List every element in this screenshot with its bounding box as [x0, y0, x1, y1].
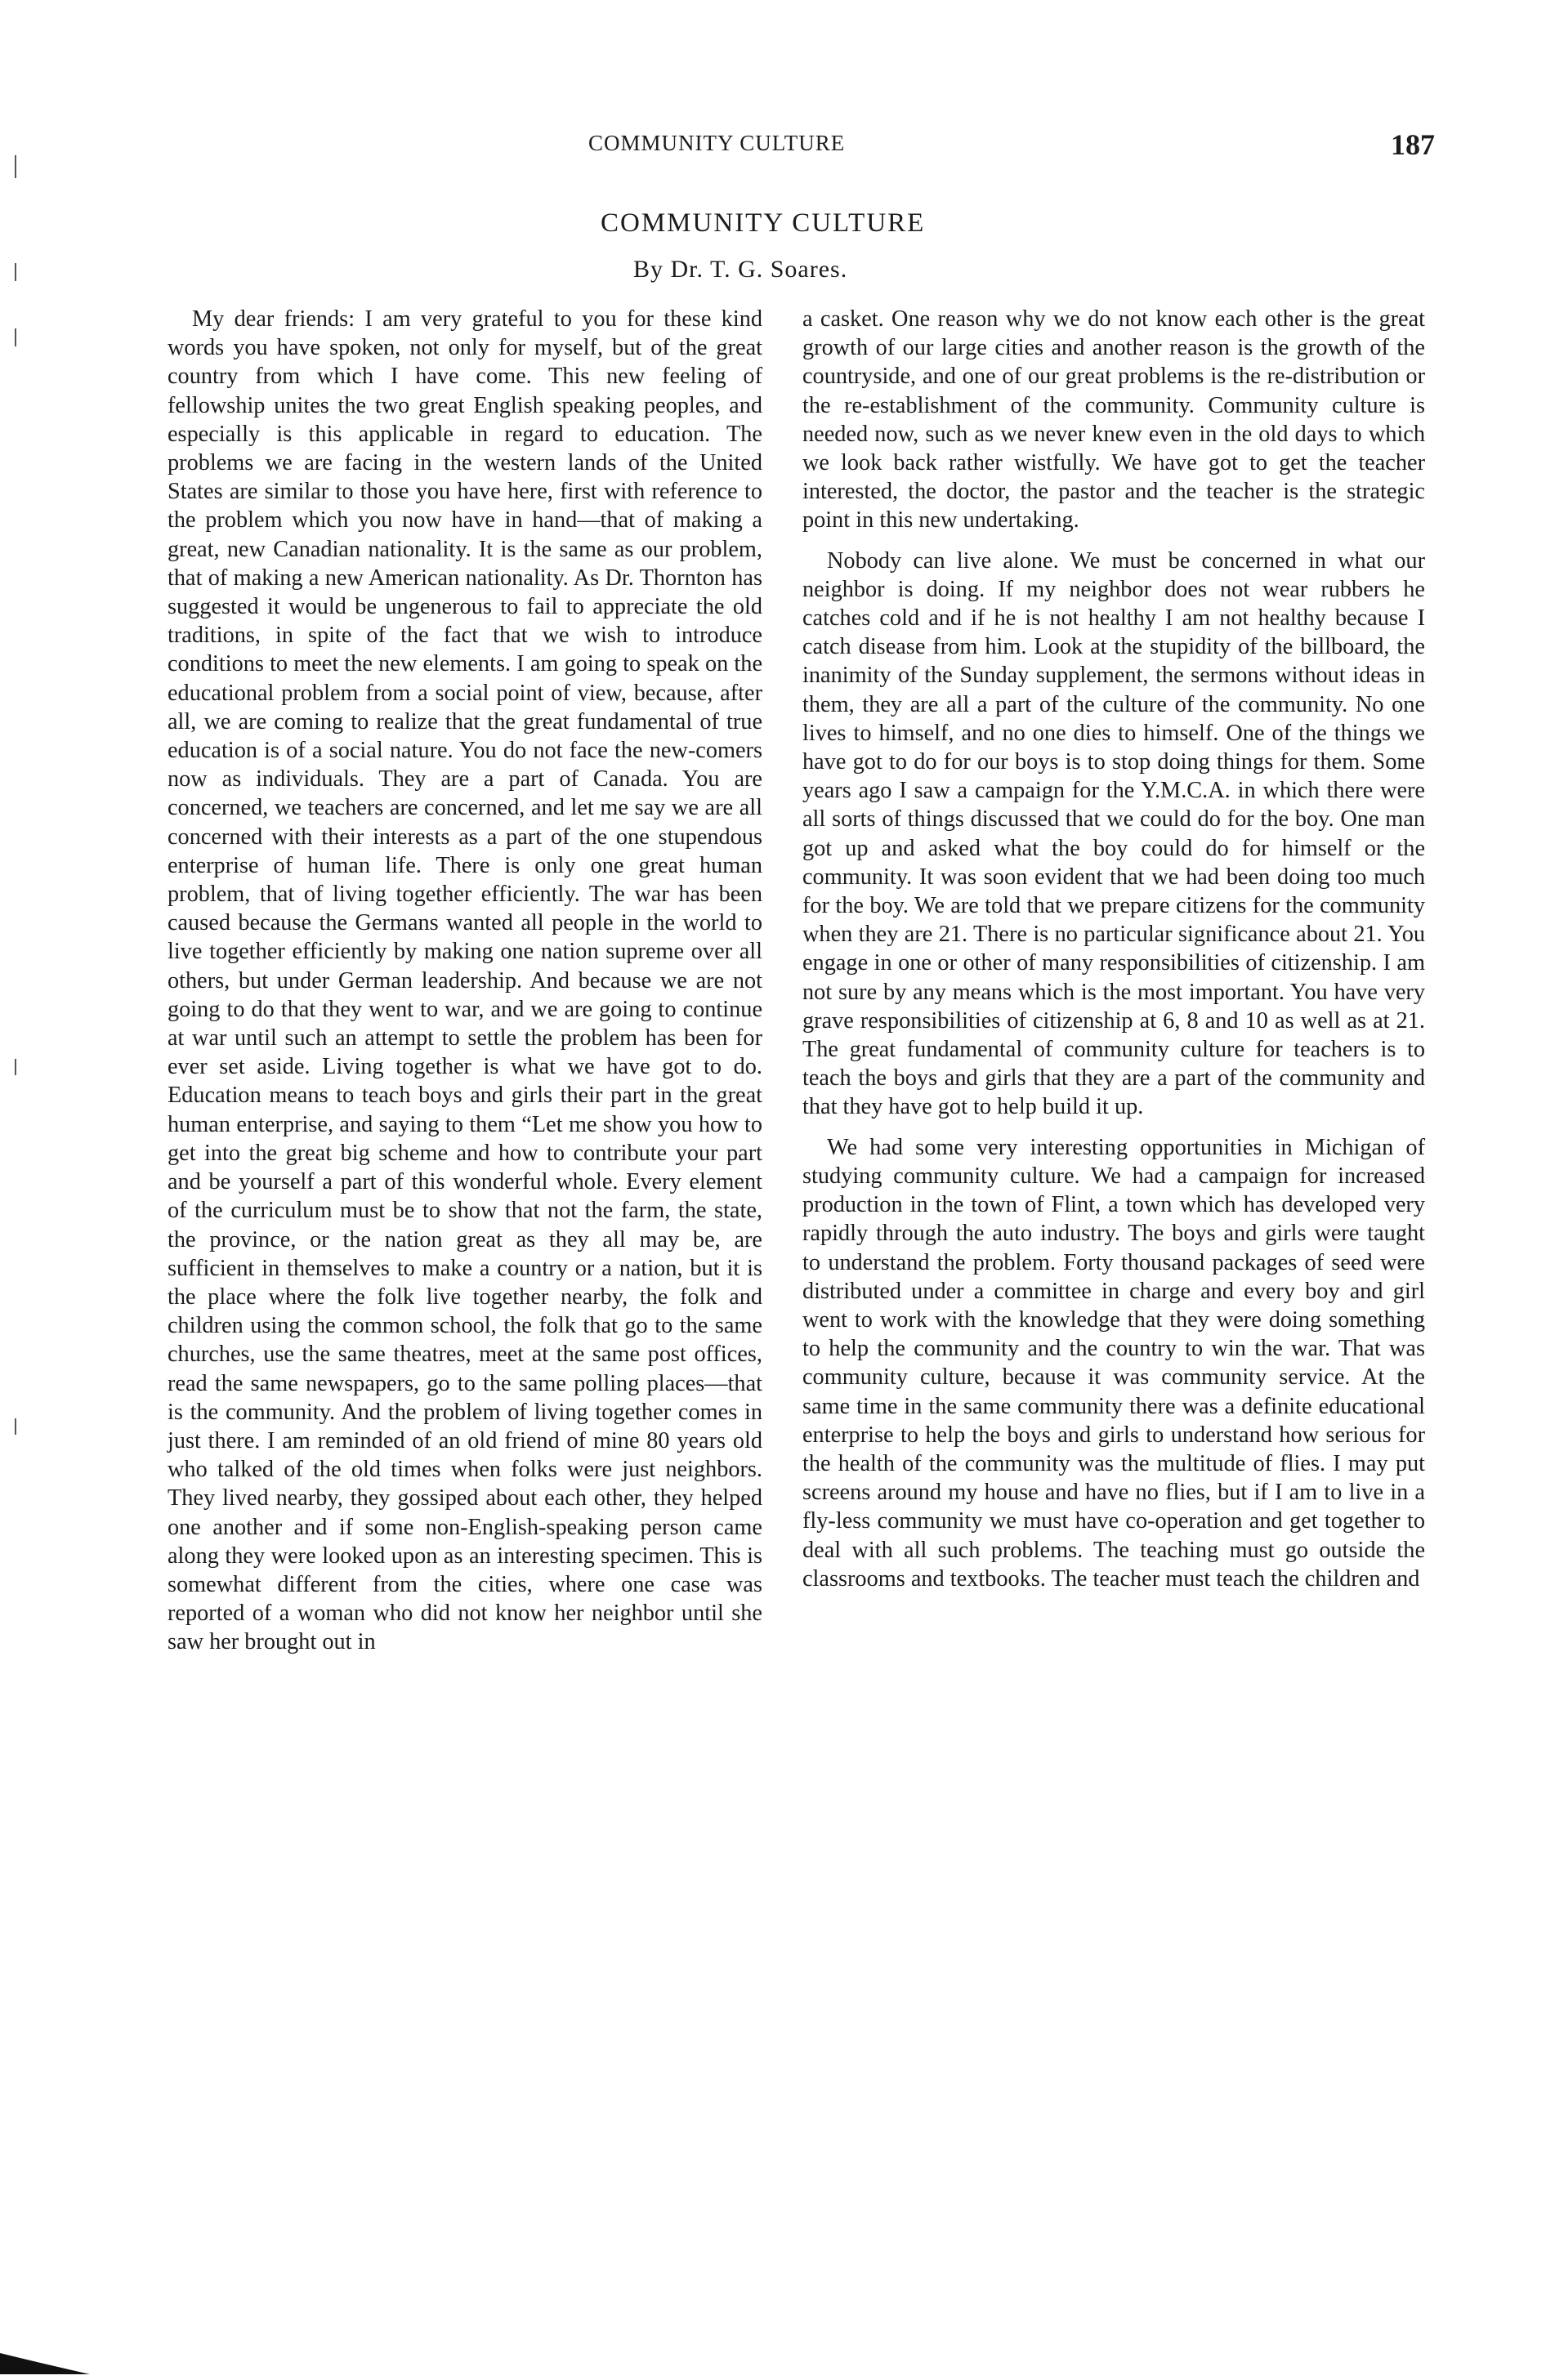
margin-mark	[15, 1059, 16, 1075]
left-column	[168, 305, 762, 1657]
running-head: COMMUNITY CULTURE	[588, 131, 846, 155]
paragraph: Nobody can live alone. We must be concerned in what our neighbor is doing. If my neighbor does not wear rubbers he catches cold and if he is not healthy I am not healthy because I catch disease from him. Look at the stupidity of the billboard, the inanimity of the Sunday supplement, the sermons without ideas in them, they are all a part of the culture of the community. No one lives to himself, and no one dies to himself. One of the things we have got to do for our boys is to stop doing things for them. Some years ago I saw a campaign for the Y.M.C.A. in which there were all sorts of things discussed that we could do for the boy. One man got up and asked what the boy could do for himself or the community. It was soon evident that we had been doing too much for the boy. We are told that we prepare citizens for the community when they are 21. There is no particular significance about 21. You engage in one or other of many responsibilities of citizenship. I am not sure by any means which is the most important. You have very grave responsibilities of citizenship at 6, 8 and 10 as well as at 21. The great fundamental of community culture for teachers is to teach the boys and girls that they are a part of the community and that they have got to help build it up.	[802, 547, 1425, 1120]
margin-mark	[15, 1418, 16, 1435]
article-title: COMMUNITY CULTURE	[601, 208, 926, 238]
right-column	[802, 305, 1425, 1593]
scan-artifact-mark	[0, 2350, 90, 2374]
paragraph: a casket. One reason why we do not know each other is the great growth of our large cities and another reason is the growth of the countryside, and one of our great problems is the re-distribution or the re-establishment of the community. Community culture is needed now, such as we never knew even in the old days to which we look back rather wistfully. We have got to get the teacher interested, the doctor, the pastor and the teacher is the strategic point in this new undertaking.	[802, 306, 1425, 534]
margin-mark	[15, 328, 16, 346]
margin-mark	[15, 263, 16, 281]
paragraph: My dear friends: I am very grateful to you for these kind words you have spoken, not only for myself, but of the great country from which I have come. This new feeling of fellowship unites the two great English speaking peoples, and especially is this applicable in regard to education. The problems we are facing in the western lands of the United States are similar to those you have here, first with reference to the problem which you now have in hand—that of making a great, new Canadian nationality. It is the same as our problem, that of making a new American nationality. As Dr. Thornton has suggested it would be ungenerous to fail to appreciate the old traditions, in spite of the fact that we wish to introduce conditions to meet the new elements. I am going to speak on the educational problem from a social point of view, because, after all, we are coming to realize that the great fundamental of true education is of a social nature. You do not face the new-comers now as individuals. They are a part of Canada. You are concerned, we teachers are concerned, and let me say we are all concerned with their interests as a part of the one stupendous enterprise of human life. There is only one great human problem, that of living together efficiently. The war has been caused because the Germans wanted all people in the world to live together efficiently by making one nation supreme over all others, but under German leadership. And because we are not going to do that they went to war, and we are going to continue at war until such an attempt to settle the problem has been for ever set aside. Living together is what we have got to do. Education means to teach boys and girls their part in the great human enterprise, and saying to them “Let me show you how to get into the great big scheme and how to contribute your part and be yourself a part of this wonderful whole. Every element of the curriculum must be to show that not the farm, the state, the province, or the nation great as they all may be, are sufficient in themselves to make a country or a nation, but it is the place where the folk live together nearby, the folk and children using the common school, the folk that go to the same churches, use the same theatres, meet at the same post offices, read the same newspapers, go to the same polling places—that is the community. And the problem of living together comes in just there. I am reminded of an old friend of mine 80 years old who talked of the old times when folks were just neighbors. They lived nearby, they gossiped about each other, they helped one another and if some non-English-speaking person came along they were looked upon as an interesting specimen. This is somewhat different from the cities, where one case was reported of a woman who did not know her neighbor until she saw her brought out in	[168, 306, 762, 1655]
paragraph: We had some very interesting opportunities in Michigan of studying community culture. We had a campaign for increased production in the town of Flint, a town which has developed very rapidly through the auto industry. The boys and girls were taught to understand the problem. Forty thousand packages of seed were distributed under a committee in charge and every boy and girl went to work with the knowledge that they were doing something to help the community and the country to win the war. That was community culture, because it was community service. At the same time in the same community there was a definite educational enterprise to help the boys and girls to understand how serious for the health of the community was the multitude of flies. I may put screens around my house and have no flies, but if I am to live in a fly-less community we must have co-operation and get together to deal with all such problems. The teaching must go outside the classrooms and textbooks. The teacher must teach the children and	[802, 1134, 1425, 1592]
page-number: 187	[1391, 128, 1435, 161]
byline: By Dr. T. G. Soares.	[633, 256, 848, 283]
margin-mark	[15, 155, 16, 178]
